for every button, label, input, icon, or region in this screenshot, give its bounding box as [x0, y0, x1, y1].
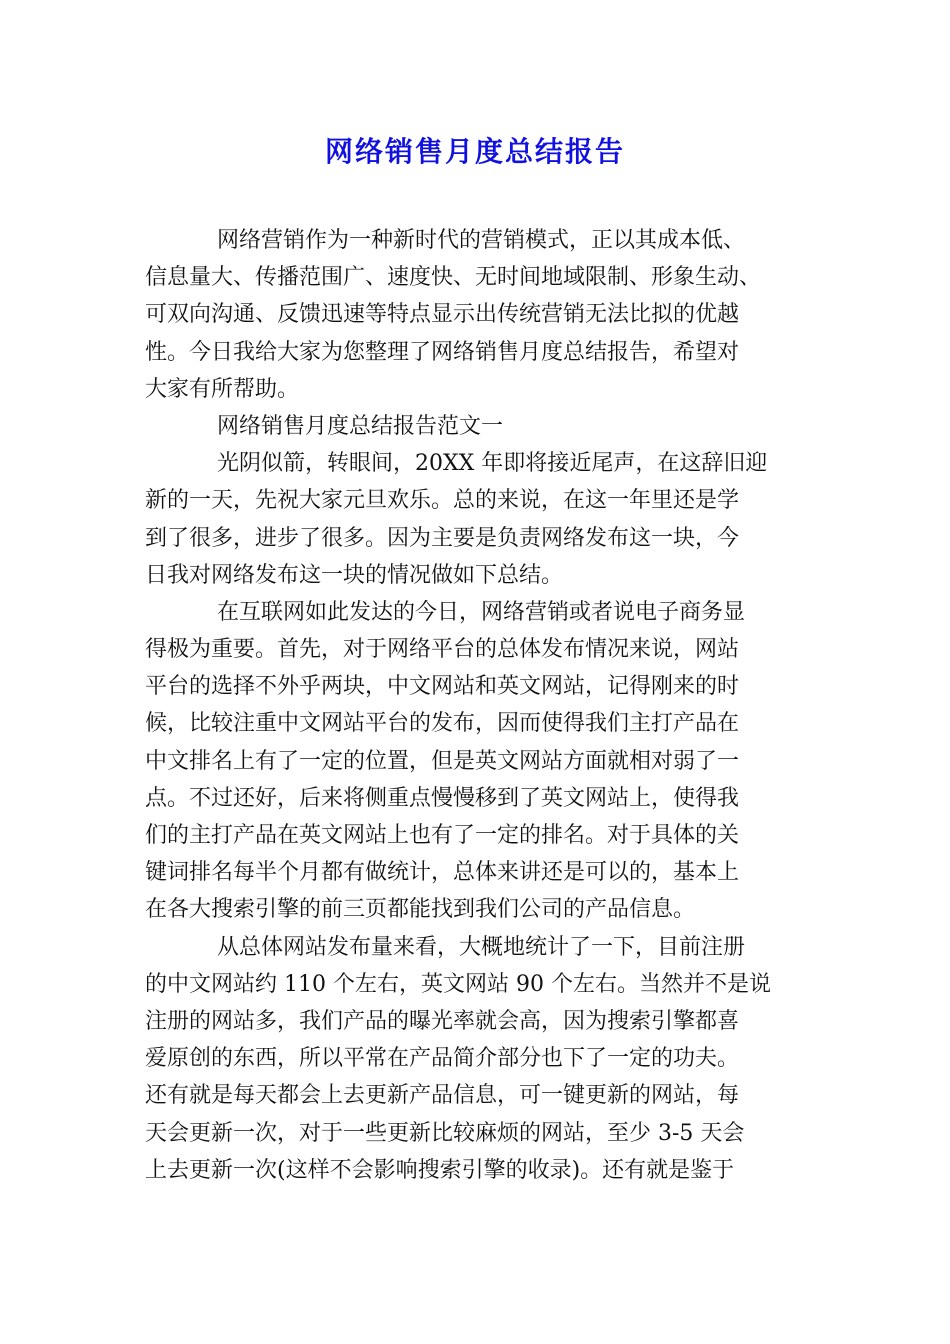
document-title: 网络销售月度总结报告: [324, 135, 625, 168]
paragraph: [145, 408, 815, 445]
text-line: 候，比较注重中文网站平台的发布，因而使得我们主打产品在: [145, 711, 740, 737]
text-line: 网络销售月度总结报告范文一: [217, 413, 504, 439]
text-line: 上去更新一次(这样不会影响搜索引擎的收录)。还有就是鉴于: [145, 1157, 735, 1183]
text-line: 得极为重要。首先，对于网络平台的总体发布情况来说，网站: [145, 637, 740, 663]
paragraph: [145, 594, 815, 929]
text-line: 们的主打产品在英文网站上也有了一定的排名。对于具体的关: [145, 823, 740, 848]
text-line: 天会更新一次，对于一些更新比较麻烦的网站，至少 3-5 天会: [145, 1120, 745, 1146]
text-line: 中文排名上有了一定的位置，但是英文网站方面就相对弱了一: [145, 748, 740, 774]
text-line: 平台的选择不外乎两块，中文网站和英文网站，记得刚来的时: [145, 674, 740, 700]
document-body: [145, 222, 815, 1189]
text-line: 网络营销作为一种新时代的营销模式，正以其成本低、: [217, 228, 746, 253]
text-line: 注册的网站多，我们产品的曝光率就会高，因为搜索引擎都喜: [145, 1008, 740, 1034]
text-line: 可双向沟通、反馈迅速等特点显示出传统营销无法比拟的优越: [145, 302, 740, 328]
paragraph: [145, 929, 815, 1189]
text-line: 光阴似箭，转眼间，20XX 年即将接近尾声，在这辞旧迎: [217, 451, 768, 477]
text-line: 从总体网站发布量来看，大概地统计了一下，目前注册: [217, 934, 746, 960]
text-line: 大家有所帮助。: [145, 376, 300, 402]
text-line: 在各大搜索引擎的前三页都能找到我们公司的产品信息。: [145, 897, 696, 923]
paragraph: [145, 222, 815, 408]
text-line: 的中文网站约 110 个左右，英文网站 90 个左右。当然并不是说: [145, 971, 771, 997]
text-line: 在互联网如此发达的今日，网络营销或者说电子商务显: [217, 599, 746, 625]
text-line: 性。今日我给大家为您整理了网络销售月度总结报告，希望对: [145, 339, 740, 365]
text-line: 到了很多，进步了很多。因为主要是负责网络发布这一块，今: [145, 525, 740, 551]
text-line: 键词排名每半个月都有做统计，总体来讲还是可以的，基本上: [145, 860, 740, 886]
paragraph: [145, 445, 815, 594]
text-line: 还有就是每天都会上去更新产品信息，可一键更新的网站，每: [145, 1083, 740, 1109]
text-line: 信息量大、传播范围广、速度快、无时间地域限制、形象生动、: [145, 265, 762, 291]
text-line: 点。不过还好，后来将侧重点慢慢移到了英文网站上，使得我: [145, 785, 740, 811]
text-line: 爱原创的东西，所以平常在产品简介部分也下了一定的功夫。: [145, 1046, 740, 1072]
text-line: 新的一天，先祝大家元旦欢乐。总的来说，在这一年里还是学: [145, 488, 740, 514]
text-line: 日我对网络发布这一块的情况做如下总结。: [145, 562, 564, 588]
